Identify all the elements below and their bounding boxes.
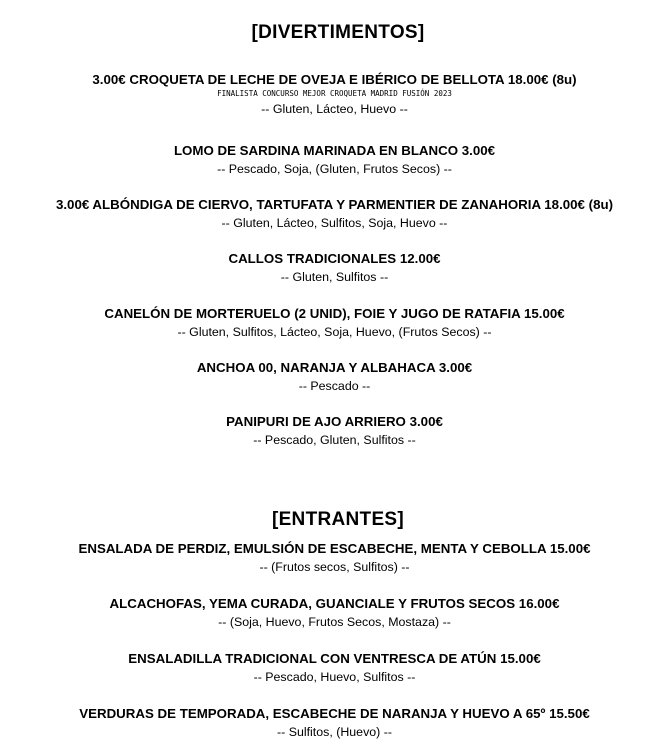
dish-allergens: -- Gluten, Lácteo, Huevo -- [261,102,408,116]
dish-name: 3.00€ ALBÓNDIGA DE CIERVO, TARTUFATA Y PARMENTIER DE ZANAHORIA 18.00€ (8u) [55,197,614,212]
dish-name: CANELÓN DE MORTERUELO (2 UNID), FOIE Y JUGO DE RATAFIA 15.00€ [104,306,565,321]
dish-name: ALCACHOFAS, YEMA CURADA, GUANCIALE Y FRUTOS SECOS 16.00€ [109,596,560,611]
dish-award-note: FINALISTA CONCURSO MEJOR CROQUETA MADRID FUSIÓN 2023 [217,89,452,98]
section-title-divertimentos: [DIVERTIMENTOS] [251,22,425,43]
menu-item [0,360,669,394]
menu-item [0,706,669,740]
dish-allergens: -- Pescado, Soja, (Gluten, Frutos Secos) -- [217,162,452,176]
dish-name: CALLOS TRADICIONALES 12.00€ [228,251,441,266]
menu-item [0,596,669,630]
dish-allergens: -- Sulfitos, (Huevo) -- [277,725,392,739]
dish-name: VERDURAS DE TEMPORADA, ESCABECHE DE NARANJA Y HUEVO A 65º 15.50€ [79,706,590,721]
menu-item [0,143,669,177]
section-title-entrantes: [ENTRANTES] [271,509,405,530]
menu-item [0,651,669,685]
dish-allergens: -- Gluten, Sulfitos, Lácteo, Soja, Huevo, (Frutos Secos) -- [177,325,492,339]
dish-allergens: -- Pescado, Gluten, Sulfitos -- [253,433,416,447]
menu-item [0,306,669,340]
dish-allergens: -- Pescado, Huevo, Sulfitos -- [253,670,416,684]
dish-allergens: -- Gluten, Sulfitos -- [280,270,389,284]
dish-name: ENSALADA DE PERDIZ, EMULSIÓN DE ESCABECHE, MENTA Y CEBOLLA 15.00€ [78,541,591,556]
menu-item [0,251,669,285]
dish-name: PANIPURI DE AJO ARRIERO 3.00€ [226,414,443,429]
dish-name: 3.00€ CROQUETA DE LECHE DE OVEJA E IBÉRICO DE BELLOTA 18.00€ (8u) [92,72,577,87]
dish-allergens: -- (Frutos secos, Sulfitos) -- [259,560,410,574]
dish-allergens: -- (Soja, Huevo, Frutos Secos, Mostaza) -- [218,615,451,629]
dish-allergens: -- Pescado -- [298,379,371,393]
menu-item [0,72,669,117]
menu-item [0,541,669,575]
menu-item [0,414,669,448]
dish-name: LOMO DE SARDINA MARINADA EN BLANCO 3.00€ [173,143,496,158]
menu-item [0,197,669,231]
dish-allergens: -- Gluten, Lácteo, Sulfitos, Soja, Huevo -- [221,216,448,230]
dish-name: ANCHOA 00, NARANJA Y ALBAHACA 3.00€ [196,360,473,375]
dish-name: ENSALADILLA TRADICIONAL CON VENTRESCA DE ATÚN 15.00€ [128,651,541,666]
